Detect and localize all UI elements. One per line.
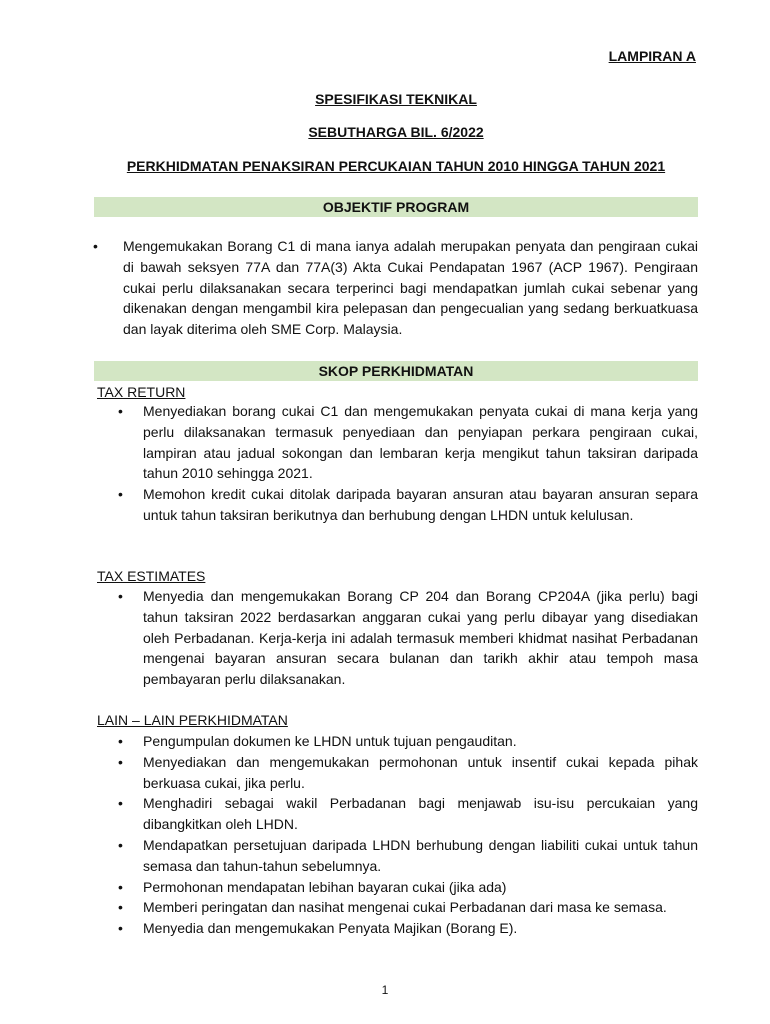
tax-return-list	[118, 401, 698, 526]
list-item	[118, 484, 698, 526]
list-item	[118, 877, 698, 898]
bullet-icon: •	[118, 836, 123, 853]
list-item-text: Menyediakan borang cukai C1 dan mengemukakan penyata cukai di mana kerja yang perlu dilaksanakan termasuk penyediaan dan penyiapan perkara pengiraan cukai, lampiran atau jadual sokongan dan lembaran kerja mengikut tahun taksiran daripada tahun 2010 sehingga 2021.	[143, 403, 698, 482]
bullet-icon: •	[118, 795, 123, 812]
list-item	[118, 918, 698, 939]
list-item	[118, 897, 698, 918]
service-title: PERKHIDMATAN PENAKSIRAN PERCUKAIAN TAHUN 2010 HINGGA TAHUN 2021	[126, 158, 666, 174]
list-item-text: Memberi peringatan dan nasihat mengenai cukai Perbadanan dari masa ke semasa.	[143, 899, 667, 916]
bullet-icon: •	[118, 733, 123, 749]
list-item-text: Mengemukakan Borang C1 di mana ianya adalah merupakan penyata dan pengiraan cukai di bawah seksyen 77A dan 77A(3) Akta Cukai Pendapatan 1967 (ACP 1967). Pengiraan cukai perlu dilaksanakan secara terperinci bagi mendapatkan jumlah cukai sebenar yang dikenakan dengan mengambil kira pelepasan dan pengecualian yang sedang berkuatkuasa dan layak diterima oleh SME Corp. Malaysia.	[123, 238, 698, 338]
bullet-icon: •	[118, 920, 123, 937]
bullet-icon: •	[118, 753, 123, 770]
bullet-icon: •	[118, 403, 123, 419]
section-heading-tax-estimates: TAX ESTIMATES	[97, 568, 206, 584]
list-item	[93, 236, 698, 340]
list-item	[118, 835, 698, 877]
tender-number: SEBUTHARGA BIL. 6/2022	[308, 124, 484, 140]
list-item-text: Menyedia dan mengemukakan Penyata Majikan (Borang E).	[143, 920, 518, 937]
list-item	[118, 586, 698, 690]
bullet-icon: •	[118, 878, 123, 895]
tax-estimates-list	[118, 586, 698, 690]
section-heading-other-services: LAIN – LAIN PERKHIDMATAN	[97, 712, 288, 728]
objective-list	[93, 236, 698, 340]
document-title: SPESIFIKASI TEKNIKAL	[315, 91, 477, 107]
list-item	[118, 401, 698, 484]
bullet-icon: •	[118, 899, 123, 916]
page-number: 1	[381, 983, 389, 997]
list-item-text: Permohonan mendapatan lebihan bayaran cukai (jika ada)	[143, 878, 507, 895]
bullet-icon: •	[118, 588, 123, 604]
list-item-text: Menghadiri sebagai wakil Perbadanan bagi menjawab isu-isu percukaian yang dibangkitkan oleh LHDN.	[143, 795, 698, 833]
list-item	[118, 731, 698, 752]
bullet-icon: •	[93, 238, 98, 254]
appendix-label: LAMPIRAN A	[608, 48, 696, 64]
section-heading-tax-return: TAX RETURN	[97, 384, 186, 400]
list-item-text: Pengumpulan dokumen ke LHDN untuk tujuan pengauditan.	[143, 733, 517, 749]
bullet-icon: •	[118, 486, 123, 503]
scope-heading-bar: SKOP PERKHIDMATAN	[94, 361, 698, 381]
list-item-text: Mendapatkan persetujuan daripada LHDN berhubung dengan liabiliti cukai untuk tahun semasa dan tahun-tahun sebelumnya.	[143, 836, 698, 874]
objective-heading-bar: OBJEKTIF PROGRAM	[94, 197, 698, 217]
list-item	[118, 793, 698, 835]
other-services-list	[118, 731, 698, 939]
list-item	[118, 752, 698, 794]
list-item-text: Menyediakan dan mengemukakan permohonan untuk insentif cukai kepada pihak berkuasa cukai, jika perlu.	[143, 753, 698, 791]
list-item-text: Menyedia dan mengemukakan Borang CP 204 dan Borang CP204A (jika perlu) bagi tahun taksiran 2022 berdasarkan anggaran cukai yang perlu dibayar yang disediakan oleh Perbadanan. Kerja-kerja ini adalah termasuk memberi khidmat nasihat Perbadanan mengenai bayaran ansuran secara bulanan dan tarikh akhir atau tempoh masa pembayaran perlu dilaksanakan.	[143, 588, 698, 688]
list-item-text: Memohon kredit cukai ditolak daripada bayaran ansuran atau bayaran ansuran separa untuk tahun taksiran berikutnya dan berhubung dengan LHDN untuk kelulusan.	[143, 486, 698, 523]
